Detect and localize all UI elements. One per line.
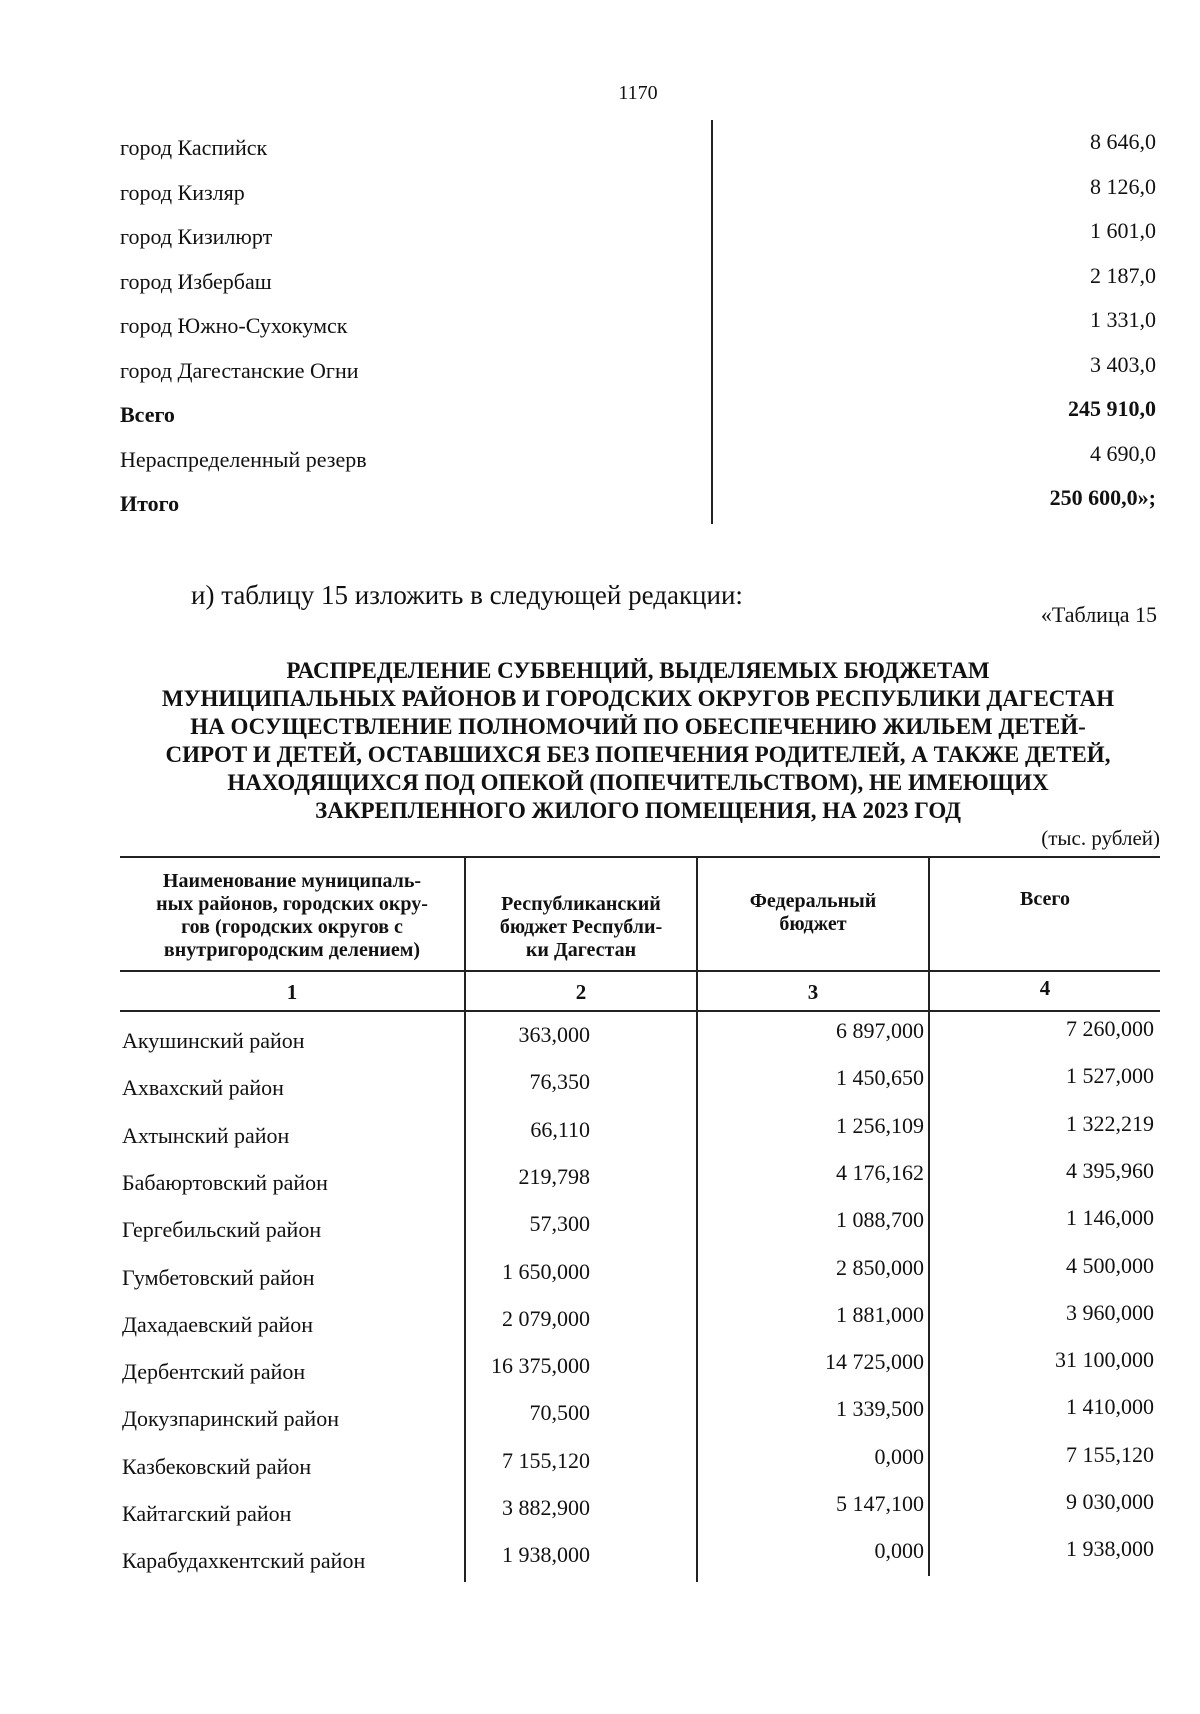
title-line: СИРОТ И ДЕТЕЙ, ОСТАВШИХСЯ БЕЗ ПОПЕЧЕНИЯ РОДИТЕЛЕЙ, А ТАКЖЕ ДЕТЕЙ,	[165, 742, 1111, 767]
republic-budget-value: 3 882,900	[502, 1495, 590, 1520]
header-name	[120, 870, 464, 962]
table-row	[120, 440, 1156, 491]
table-row	[120, 129, 1156, 179]
district-name: Кайтагский район	[122, 1501, 292, 1526]
column-number: 4	[1039, 976, 1051, 1000]
header-total	[930, 888, 1160, 911]
row-value: 250 600,0»;	[1049, 485, 1156, 510]
table-row	[120, 1347, 1160, 1406]
column-number: 2	[575, 980, 587, 1004]
row-value: 8 126,0	[1090, 173, 1156, 199]
republic-budget-value: 16 375,000	[491, 1353, 590, 1379]
district-name: Ахвахский район	[122, 1075, 284, 1101]
column-number: 3	[807, 980, 819, 1004]
title-line: РАСПРЕДЕЛЕНИЕ СУБВЕНЦИЙ, ВЫДЕЛЯЕМЫХ БЮДЖЕТАМ	[286, 658, 990, 683]
amendment-instruction: и) таблицу 15 изложить в следующей редакции:	[191, 580, 743, 610]
table-row	[120, 1016, 1160, 1075]
table-title	[100, 657, 1176, 825]
number-row-border	[120, 1010, 1160, 1012]
table-row	[120, 1536, 1160, 1595]
row-value: 245 910,0	[1068, 396, 1156, 421]
table-label: «Таблица 15	[1040, 602, 1157, 627]
table-row	[120, 307, 1156, 357]
total-value: 7 260,000	[1066, 1016, 1154, 1041]
total-value: 3 960,000	[1066, 1299, 1154, 1325]
table-row	[120, 1299, 1160, 1359]
republic-budget-value: 57,300	[529, 1211, 590, 1237]
header-bottom-border	[120, 970, 1160, 972]
republic-budget-value: 219,798	[518, 1163, 590, 1189]
row-value: 3 403,0	[1090, 351, 1156, 377]
republic-budget-value: 363,000	[518, 1022, 590, 1047]
district-name: Карабудахкентский район	[122, 1548, 366, 1574]
federal-budget-value: 0,000	[874, 1538, 924, 1564]
federal-budget-value: 4 176,162	[836, 1159, 924, 1185]
republic-budget-value: 1 650,000	[502, 1258, 590, 1284]
units-label: (тыс. рублей)	[1041, 826, 1160, 850]
row-value: 1 601,0	[1090, 218, 1156, 243]
federal-budget-value: 14 725,000	[825, 1349, 924, 1375]
row-label: город Кизляр	[120, 179, 245, 205]
header-line: бюджет	[779, 913, 847, 935]
table-row	[120, 173, 1156, 224]
header-line: Всего	[1020, 888, 1070, 910]
federal-budget-value: 1 088,700	[836, 1207, 924, 1233]
total-value: 1 322,219	[1066, 1110, 1154, 1136]
header-line: гов (городских округов с	[181, 916, 403, 938]
republic-budget-value: 70,500	[529, 1400, 590, 1426]
header-line: ных районов, городских окру-	[156, 893, 428, 915]
district-name: Бабаюртовский район	[122, 1169, 328, 1195]
total-value: 31 100,000	[1055, 1347, 1154, 1373]
row-label: город Дагестанские Огни	[120, 357, 359, 383]
republic-budget-value: 1 938,000	[502, 1542, 590, 1568]
page-number: 1170	[618, 82, 658, 104]
district-name: Казбековский район	[122, 1453, 312, 1479]
federal-budget-value: 1 256,109	[836, 1112, 924, 1138]
header-line: Республиканский	[501, 893, 661, 915]
total-value: 4 500,000	[1066, 1252, 1154, 1278]
federal-budget-value: 2 850,000	[836, 1254, 924, 1280]
district-name: Докузпаринский район	[122, 1406, 339, 1432]
row-label: Итого	[120, 491, 180, 516]
total-value: 1 146,000	[1066, 1205, 1154, 1231]
federal-budget-value: 1 450,650	[836, 1065, 924, 1091]
table-row	[120, 485, 1156, 535]
table-top-border	[120, 856, 1160, 858]
total-value: 7 155,120	[1066, 1441, 1154, 1467]
table-row	[120, 1205, 1160, 1264]
federal-budget-value: 1 339,500	[836, 1396, 924, 1422]
table-row	[120, 1489, 1160, 1548]
table-row	[120, 396, 1156, 446]
district-name: Гумбетовский район	[122, 1264, 315, 1290]
republic-budget-value: 7 155,120	[502, 1447, 590, 1473]
republic-budget-value: 66,110	[530, 1116, 590, 1142]
row-label: город Южно-Сухокумск	[120, 313, 348, 338]
total-value: 4 395,960	[1066, 1157, 1154, 1183]
district-name: Гергебильский район	[122, 1217, 322, 1243]
row-value: 2 187,0	[1090, 262, 1156, 288]
table-row	[120, 1110, 1160, 1170]
total-value: 1 410,000	[1066, 1394, 1154, 1420]
row-label: Всего	[120, 402, 175, 427]
table-row	[120, 262, 1156, 313]
total-value: 1 527,000	[1066, 1063, 1154, 1089]
district-name: Акушинский район	[122, 1028, 305, 1053]
total-value: 1 938,000	[1066, 1536, 1154, 1562]
row-label: город Избербаш	[120, 268, 272, 294]
district-name: Дербентский район	[122, 1359, 306, 1385]
row-label: город Каспийск	[120, 135, 268, 160]
column-number: 1	[286, 980, 298, 1004]
federal-budget-value: 1 881,000	[836, 1301, 924, 1327]
federal-budget-value: 5 147,100	[836, 1491, 924, 1516]
header-line: Наименование муниципаль-	[162, 870, 422, 892]
title-line: НАХОДЯЩИХСЯ ПОД ОПЕКОЙ (ПОПЕЧИТЕЛЬСТВОМ), НЕ ИМЕЮЩИХ	[227, 770, 1049, 795]
district-name: Ахтынский район	[122, 1122, 290, 1148]
federal-budget-value: 6 897,000	[836, 1018, 924, 1043]
column-divider	[711, 120, 713, 524]
header-federal-budget	[698, 890, 928, 936]
row-value: 8 646,0	[1090, 129, 1156, 154]
title-line: НА ОСУЩЕСТВЛЕНИЕ ПОЛНОМОЧИЙ ПО ОБЕСПЕЧЕНИЮ ЖИЛЬЕМ ДЕТЕЙ-	[190, 714, 1086, 739]
table-row	[120, 1252, 1160, 1312]
header-line: внутригородским делением)	[163, 939, 421, 961]
republic-budget-value: 76,350	[529, 1069, 590, 1095]
table-row	[120, 1063, 1160, 1122]
federal-budget-value: 0,000	[874, 1443, 924, 1469]
row-value: 1 331,0	[1090, 307, 1156, 332]
title-line: ЗАКРЕПЛЕННОГО ЖИЛОГО ПОМЕЩЕНИЯ, НА 2023 ГОД	[315, 798, 961, 823]
header-line: бюджет Республи-	[499, 916, 663, 938]
title-line: МУНИЦИПАЛЬНЫХ РАЙОНОВ И ГОРОДСКИХ ОКРУГОВ РЕСПУБЛИКИ ДАГЕСТАН	[161, 686, 1115, 711]
header-line: ки Дагестан	[525, 939, 637, 961]
table-row	[120, 1157, 1160, 1217]
table-row	[120, 1394, 1160, 1453]
total-value: 9 030,000	[1066, 1489, 1154, 1514]
header-line: Федеральный	[749, 890, 877, 912]
row-value: 4 690,0	[1090, 440, 1156, 466]
row-label: Нераспределенный резерв	[120, 446, 367, 472]
table-row	[120, 1441, 1160, 1501]
republic-budget-value: 2 079,000	[502, 1305, 590, 1331]
table-row	[120, 351, 1156, 402]
table-row	[120, 218, 1156, 268]
district-name: Дахадаевский район	[122, 1311, 314, 1337]
header-republic-budget	[466, 893, 696, 962]
row-label: город Кизилюрт	[120, 224, 273, 249]
